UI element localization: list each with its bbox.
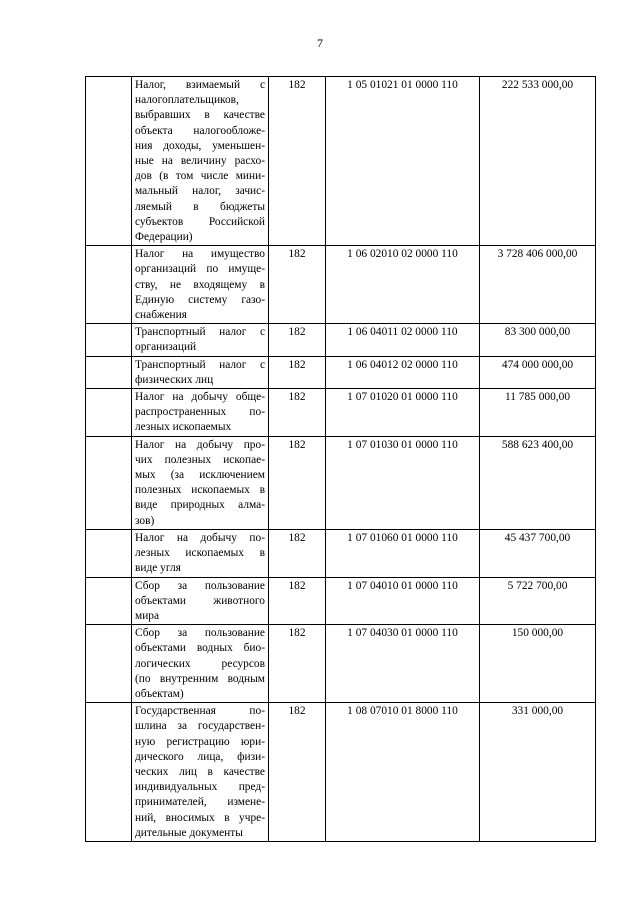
budget-code-cell: 1 07 04010 01 0000 110 [326, 577, 480, 625]
row-number-cell [86, 77, 132, 246]
admin-code-cell: 182 [269, 703, 326, 842]
revenue-name-line: дительные документы [135, 826, 243, 839]
budget-code-cell: 1 05 01021 01 0000 110 [326, 77, 480, 246]
revenue-name-line: распространенных по- [135, 406, 265, 419]
admin-code-cell: 182 [269, 324, 326, 356]
table-row [86, 529, 596, 577]
admin-code-cell: 182 [269, 436, 326, 529]
admin-code-cell: 182 [269, 577, 326, 625]
revenue-name-cell [132, 324, 269, 356]
budget-code-cell: 1 07 04030 01 0000 110 [326, 625, 480, 703]
revenue-name-line: индивидуальных пред- [135, 781, 265, 794]
budget-code-cell: 1 06 04011 02 0000 110 [326, 324, 480, 356]
revenue-name-line: ний, вносимых в учре- [135, 811, 265, 824]
amount-cell: 588 623 400,00 [480, 436, 596, 529]
revenue-name-line: организаций [135, 341, 197, 354]
revenue-name-line: снабжения [135, 309, 187, 322]
revenue-name-line: (по внутренним водным [135, 672, 265, 685]
table-row [86, 436, 596, 529]
admin-code-cell: 182 [269, 529, 326, 577]
revenue-name-line: объектами животного [135, 594, 265, 607]
revenue-name-cell [132, 77, 269, 246]
revenue-name-line: дов (в том числе мини- [135, 170, 265, 183]
amount-cell: 5 722 700,00 [480, 577, 596, 625]
amount-cell: 45 437 700,00 [480, 529, 596, 577]
revenue-name-cell [132, 436, 269, 529]
revenue-name-line: Сбор за пользование [135, 579, 265, 592]
revenue-name-line: налогоплательщиков, [135, 94, 239, 107]
table-row [86, 246, 596, 324]
revenue-name-line: виде природных алма- [135, 499, 265, 512]
page-number: 7 [317, 36, 323, 50]
revenue-name-line: чих полезных ископае- [135, 453, 265, 466]
revenue-name-line: принимателей, измене- [135, 796, 265, 809]
revenue-name-cell [132, 389, 269, 437]
budget-code-cell: 1 08 07010 01 8000 110 [326, 703, 480, 842]
revenue-name-line: логических ресурсов [135, 657, 265, 670]
table-row [86, 625, 596, 703]
revenue-name-line: лезных ископаемых в [135, 547, 265, 560]
amount-cell: 222 533 000,00 [480, 77, 596, 246]
revenue-name-line: Транспортный налог с [135, 358, 265, 371]
revenue-name-cell [132, 356, 269, 388]
revenue-name-line: шлина за государствен- [135, 720, 265, 733]
budget-code-cell: 1 06 04012 02 0000 110 [326, 356, 480, 388]
budget-code-cell: 1 07 01060 01 0000 110 [326, 529, 480, 577]
amount-cell: 3 728 406 000,00 [480, 246, 596, 324]
row-number-cell [86, 356, 132, 388]
revenue-name-line: физических лиц [135, 373, 214, 386]
revenue-name-line: полезных ископаемых в [135, 484, 265, 497]
revenue-name-line: ляемый в бюджеты [135, 200, 265, 213]
row-number-cell [86, 577, 132, 625]
revenue-name-line: Государственная по- [135, 705, 265, 718]
revenue-name-line: Транспортный налог с [135, 326, 265, 339]
admin-code-cell: 182 [269, 389, 326, 437]
revenue-name-line: объекта налогообложе- [135, 124, 265, 137]
table-row [86, 389, 596, 437]
budget-code-cell: 1 06 02010 02 0000 110 [326, 246, 480, 324]
revenue-name-line: Сбор за пользование [135, 627, 265, 640]
amount-cell: 11 785 000,00 [480, 389, 596, 437]
revenue-name-line: Налог на добычу обще- [135, 391, 265, 404]
row-number-cell [86, 324, 132, 356]
admin-code-cell: 182 [269, 356, 326, 388]
revenue-name-line: Налог на добычу по- [135, 531, 265, 544]
revenue-name-cell [132, 529, 269, 577]
revenue-name-line: зов) [135, 514, 155, 527]
row-number-cell [86, 389, 132, 437]
revenue-name-line: Налог, взимаемый с [135, 79, 265, 91]
budget-code-cell: 1 07 01030 01 0000 110 [326, 436, 480, 529]
table-row [86, 703, 596, 842]
revenue-name-line: Налог на добычу про- [135, 438, 265, 451]
budget-code-cell: 1 07 01020 01 0000 110 [326, 389, 480, 437]
amount-cell: 83 300 000,00 [480, 324, 596, 356]
revenue-name-line: ные на величину расхо- [135, 155, 265, 168]
revenue-name-line: Налог на имущество [135, 248, 265, 261]
table-row [86, 324, 596, 356]
table-row [86, 356, 596, 388]
revenue-name-line: мых (за исключением [135, 469, 265, 482]
revenue-name-line: объектам) [135, 687, 184, 700]
revenue-name-line: ную регистрацию юри- [135, 735, 265, 748]
revenue-name-cell [132, 703, 269, 842]
revenue-name-line: дического лица, физи- [135, 750, 265, 763]
admin-code-cell: 182 [269, 625, 326, 703]
row-number-cell [86, 436, 132, 529]
amount-cell: 474 000 000,00 [480, 356, 596, 388]
table-row [86, 77, 596, 246]
revenue-name-cell [132, 246, 269, 324]
revenue-name-cell [132, 625, 269, 703]
revenue-name-line: ству, не входящему в [135, 278, 265, 291]
revenue-name-line: Федерации) [135, 231, 193, 244]
row-number-cell [86, 246, 132, 324]
row-number-cell [86, 703, 132, 842]
revenue-name-line: субъектов Российской [135, 215, 265, 228]
revenue-name-line: организаций по имуще- [135, 263, 265, 276]
revenue-name-line: лезных ископаемых [135, 421, 232, 434]
revenue-table [85, 76, 596, 842]
revenue-name-line: виде угля [135, 562, 181, 575]
revenue-name-line: ния доходы, уменьшен- [135, 139, 265, 152]
row-number-cell [86, 625, 132, 703]
revenue-name-line: мира [135, 609, 160, 622]
revenue-name-line: выбравших в качестве [135, 109, 265, 122]
revenue-name-line: мальный налог, зачис- [135, 185, 265, 198]
revenue-name-line: Единую систему газо- [135, 293, 265, 306]
revenue-name-cell [132, 577, 269, 625]
admin-code-cell: 182 [269, 77, 326, 246]
revenue-name-line: ческих лиц в качестве [135, 765, 265, 778]
revenue-name-line: объектами водных био- [135, 642, 265, 655]
row-number-cell [86, 529, 132, 577]
amount-cell: 331 000,00 [480, 703, 596, 842]
admin-code-cell: 182 [269, 246, 326, 324]
amount-cell: 150 000,00 [480, 625, 596, 703]
table-row [86, 577, 596, 625]
